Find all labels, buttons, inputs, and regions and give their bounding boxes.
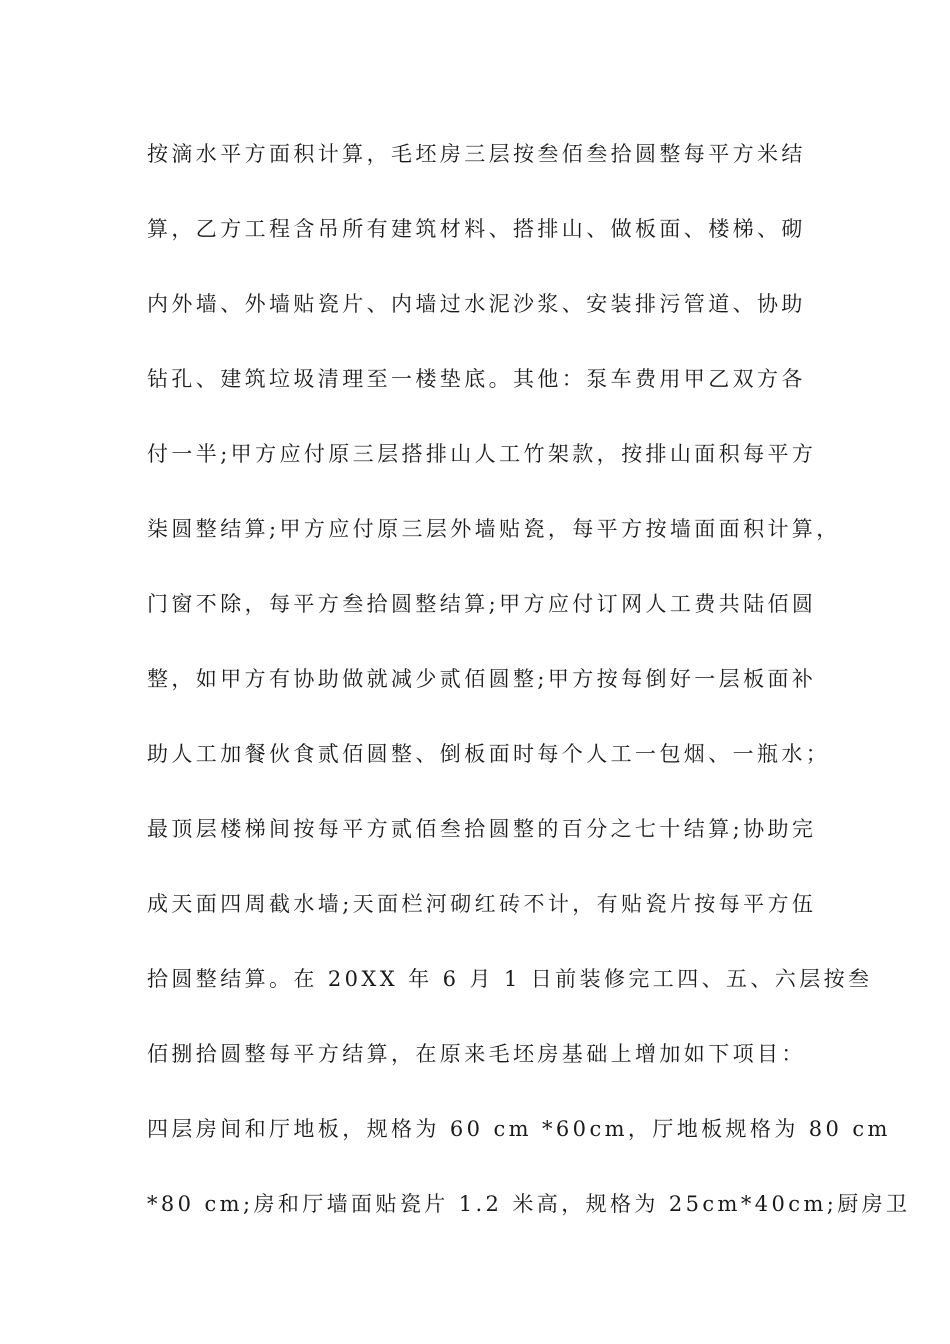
text-line: 助人工加餐伙食贰佰圆整、倒板面时每个人工一包烟、一瓶水； — [147, 742, 831, 766]
text-line: 成天面四周截水墙;天面栏河砌红砖不计，有贴瓷片按每平方伍 — [147, 892, 817, 916]
text-line: 最顶层楼梯间按每平方贰佰叁拾圆整的百分之七十结算;协助完 — [147, 817, 817, 841]
text-line: 按滴水平方面积计算，毛坯房三层按叁佰叁拾圆整每平方米结 — [147, 142, 806, 166]
text-line: 钻孔、建筑垃圾清理至一楼垫底。其他：泵车费用甲乙双方各 — [147, 367, 806, 391]
text-line: 算，乙方工程含吊所有建筑材料、搭排山、做板面、楼梯、砌 — [147, 217, 806, 241]
text-line: 佰捌拾圆整每平方结算，在原来毛坯房基础上增加如下项目： — [147, 1042, 806, 1066]
text-line: 付一半;甲方应付原三层搭排山人工竹架款，按排山面积每平方 — [147, 442, 817, 466]
document-body — [147, 134, 911, 1259]
text-line: 四层房间和厅地板，规格为 60 cm *60cm，厅地板规格为 80 cm — [147, 1117, 891, 1141]
text-line: 柒圆整结算;甲方应付原三层外墙贴瓷，每平方按墙面面积计算， — [147, 517, 841, 541]
text-line: 整，如甲方有协助做就减少贰佰圆整;甲方按每倒好一层板面补 — [147, 667, 817, 691]
text-line: 内外墙、外墙贴瓷片、内墙过水泥沙浆、安装排污管道、协助 — [147, 292, 806, 316]
text-line: 门窗不除，每平方叁拾圆整结算;甲方应付订网人工费共陆佰圆 — [147, 592, 817, 616]
text-line: *80 cm;房和厅墙面贴瓷片 1.2 米高，规格为 25cm*40cm;厨房卫 — [147, 1192, 911, 1216]
text-line: 拾圆整结算。在 20XX 年 6 月 1 日前装修完工四、五、六层按叁 — [147, 967, 873, 991]
